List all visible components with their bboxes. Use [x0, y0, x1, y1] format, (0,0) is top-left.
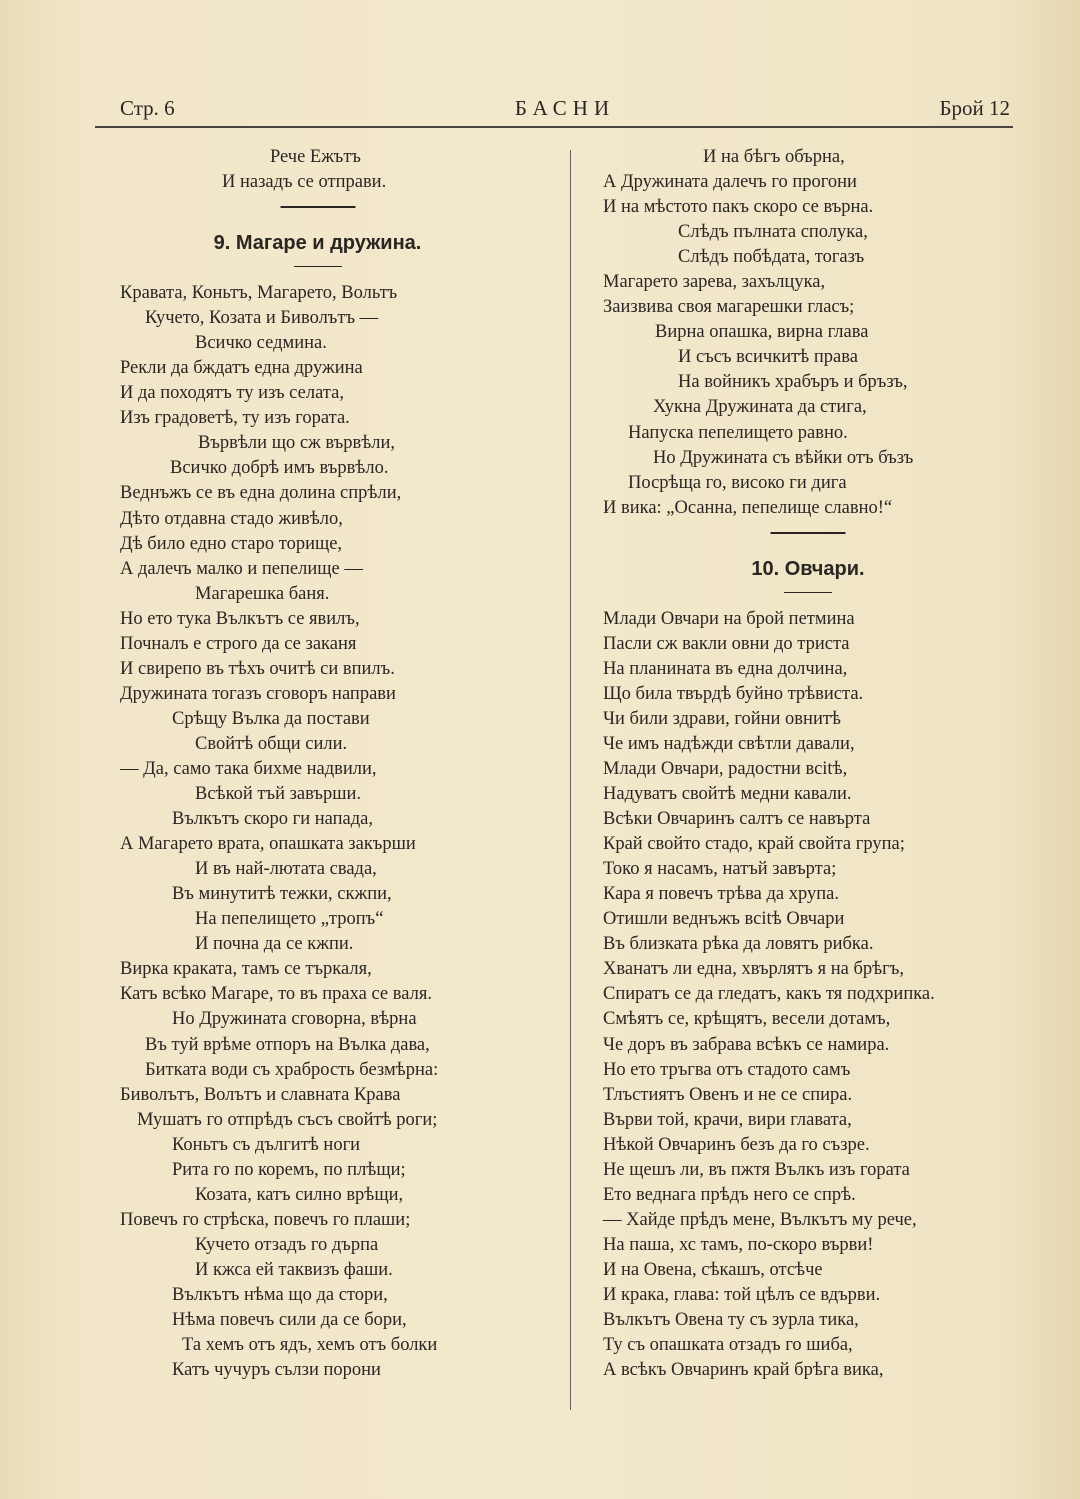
right-column — [603, 145, 1013, 1383]
verse-line: Вирна опашка, вирна глава — [655, 322, 869, 343]
verse-line: И съсъ всичкитѣ права — [678, 347, 858, 368]
verse-line: Веднъжъ се въ една долина спрѣли, — [120, 483, 402, 504]
verse-line: Токо я насамъ, натъй завърта; — [603, 859, 837, 880]
fable-9-verse — [120, 281, 515, 1383]
verse-line: Почналъ е строго да се заканя — [120, 633, 357, 654]
verse-line: Магарешка баня. — [195, 583, 330, 604]
verse-line: Вълкътъ нѣма що да стори, — [172, 1284, 388, 1305]
verse-line: И въ най-лютата свада, — [195, 859, 377, 880]
left-intro — [120, 145, 515, 195]
verse-line: Свойтѣ общи сили. — [195, 733, 348, 754]
verse-line: Магарето зарева, захълцука, — [603, 272, 826, 293]
verse-line: Нѣкой Овчаринъ безъ да го съзре. — [603, 1134, 870, 1155]
fable-title-9: 9. Магаре и дружина. — [213, 232, 422, 255]
verse-line: Коньтъ съ дългитѣ ноги — [172, 1134, 361, 1155]
verse-line: И вика: „Осанна, пепелище славно!“ — [603, 497, 893, 518]
verse-line: Всѣки Овчаринъ салтъ се навърта — [603, 809, 871, 830]
verse-line: Дѣ било едно старо торище, — [120, 533, 343, 554]
verse-line: Не щешъ ли, въ пжтя Вълкъ изъ гората — [603, 1159, 910, 1180]
fable-10-verse — [603, 607, 1013, 1383]
verse-line: — Хайде прѣдъ мене, Вълкътъ му рече, — [603, 1209, 917, 1230]
page-header — [120, 96, 1010, 126]
verse-line: — Да, само така бихме надвили, — [120, 758, 377, 779]
left-column — [120, 145, 515, 1383]
verse-line: Що била твърдѣ буйно трѣвиста. — [603, 683, 864, 704]
verse-line: Но ето тръгва отъ стадото самъ — [603, 1059, 851, 1080]
verse-line: Млади Овчари, радостни всitѣ, — [603, 758, 848, 779]
title-dash — [603, 589, 1013, 607]
verse-line: Мушатъ го отпрѣдъ съсъ свойтѣ роги; — [137, 1109, 438, 1130]
verse-line: Битката води съ храбрость безмѣрна: — [145, 1059, 439, 1080]
verse-line: Заизвива своя магарешки гласъ; — [603, 297, 855, 318]
verse-line: Ту съ опашката отзадъ го шиба, — [603, 1335, 853, 1356]
verse-line: Върви той, крачи, вири главата, — [603, 1109, 852, 1130]
verse-line: На планината въ една долчина, — [603, 658, 848, 679]
verse-line: Вълкътъ Овена ту съ зурла тика, — [603, 1310, 859, 1331]
verse-line: Че имъ надѣжди свѣтли давали, — [603, 733, 855, 754]
column-divider — [570, 150, 571, 1410]
verse-line: Вирка краката, тамъ се търкаля, — [120, 959, 372, 980]
verse-line: Дружината тогазъ сговоръ направи — [120, 683, 396, 704]
verse-line: Изъ градоветѣ, ту изъ гората. — [120, 408, 350, 429]
right-intro — [603, 145, 1013, 521]
verse-line: Кара я повечъ трѣва да хрупа. — [603, 884, 839, 905]
verse-line: А далечъ малко и пепелище — — [120, 558, 363, 579]
verse-line: Напуска пепелището равно. — [628, 422, 848, 443]
verse-line: Катъ чучуръ сълзи порони — [172, 1360, 381, 1381]
fable-title-10: 10. Овчари. — [751, 557, 865, 580]
verse-line: Рита го по коремъ, по плѣщи; — [172, 1159, 406, 1180]
verse-line: Нѣма повечъ сили да се бори, — [172, 1310, 407, 1331]
verse-line: Смѣятъ се, крѣщятъ, весели дотамъ, — [603, 1009, 891, 1030]
verse-line: Въ близката рѣка да ловятъ рибка. — [603, 934, 874, 955]
verse-line: Надуватъ свойтѣ медни кавали. — [603, 784, 852, 805]
verse-line: Повечъ го стрѣска, повечъ го плаши; — [120, 1209, 411, 1230]
verse-line: Отишли веднъжъ всitѣ Овчари — [603, 909, 845, 930]
verse-line: Край свойто стадо, край свойта група; — [603, 834, 905, 855]
verse-line: Хванатъ ли една, хвърлятъ я на брѣгъ, — [603, 959, 904, 980]
verse-line: А Магарето врата, опашката закърши — [120, 834, 416, 855]
issue-number: Брой 12 — [939, 96, 1010, 120]
verse-line: Всичко седмина. — [195, 333, 327, 354]
verse-line: И крака, глава: той цѣлъ се вдърви. — [603, 1284, 881, 1305]
verse-line: Посрѣща го, високо ги дига — [628, 472, 847, 493]
verse-line: И на бѣгъ обърна, — [703, 147, 845, 167]
verse-line: И да походятъ ту изъ селата, — [120, 383, 344, 404]
verse-line: Но Дружината сговорна, вѣрна — [172, 1009, 417, 1030]
page-number: Стр. 6 — [120, 96, 175, 120]
verse-line: Но ето тука Вълкътъ се явилъ, — [120, 608, 360, 629]
header-rule — [95, 126, 1013, 128]
verse-line: Че доръ въ забрава всѣкъ се намира. — [603, 1034, 890, 1055]
verse-line: Въ минутитѣ тежки, скжпи, — [172, 884, 392, 905]
verse-line: Всѣкой тъй завърши. — [195, 784, 361, 805]
verse-line: Катъ всѣко Магаре, то въ праха се валя. — [120, 984, 432, 1005]
title-dash — [120, 263, 515, 281]
verse-line: Кучето, Козата и Биволътъ — — [145, 308, 379, 329]
verse-line: Ето веднага прѣдъ него се спрѣ. — [603, 1184, 856, 1205]
verse-line: Вървѣли що сж вървѣли, — [198, 433, 396, 454]
publication-title: БАСНИ — [514, 96, 616, 120]
verse-line: Чи били здрави, гойни овнитѣ — [603, 708, 841, 729]
verse-line: Кучето отзадъ го дърпа — [195, 1234, 379, 1255]
verse-line: Кравата, Коньтъ, Магарето, Вольтъ — [120, 283, 398, 304]
verse-line: Вълкътъ скоро ги напада, — [172, 809, 373, 830]
verse-line: Пасли сж вакли овни до триста — [603, 633, 850, 654]
verse-line: А всѣкъ Овчаринъ край брѣга вика, — [603, 1360, 884, 1381]
verse-line: Козата, катъ силно врѣщи, — [195, 1184, 404, 1205]
verse-line: На пепелището „тропъ“ — [195, 909, 384, 930]
verse-line: Всичко добрѣ имъ вървѣло. — [170, 458, 389, 479]
verse-line: Рече Ежътъ — [270, 147, 361, 167]
verse-line: Хукна Дружината да стига, — [653, 397, 867, 418]
verse-line: Слѣдъ пълната сполука, — [678, 222, 868, 243]
section-separator — [120, 195, 515, 223]
verse-line: Рекли да бждатъ една дружина — [120, 358, 363, 379]
verse-line: На войникъ храбъръ и бръзъ, — [678, 372, 908, 393]
verse-line: Слѣдъ побѣдата, тогазъ — [678, 247, 865, 268]
verse-line: Млади Овчари на брой петмина — [603, 608, 855, 629]
verse-line: Та хемъ отъ ядъ, хемъ отъ болки — [182, 1335, 438, 1356]
verse-line: И назадъ се отправи. — [222, 172, 387, 193]
verse-line: И свирепо въ тѣхъ очитѣ си впилъ. — [120, 658, 395, 679]
verse-line: И кжса ей таквизъ фаши. — [195, 1259, 393, 1280]
verse-line: Въ туй врѣме отпоръ на Вълка дава, — [145, 1034, 430, 1055]
verse-line: Биволътъ, Волътъ и славната Крава — [120, 1084, 401, 1105]
verse-line: И на Овена, сѣкашъ, отсѣче — [603, 1259, 823, 1280]
verse-line: И на мѣстото пакъ скоро се върна. — [603, 197, 874, 218]
verse-line: Спиратъ се да гледатъ, какъ тя подхрипка. — [603, 984, 935, 1005]
verse-line: Дѣто отдавна стадо живѣло, — [120, 508, 343, 529]
verse-line: Срѣщу Вълка да постави — [172, 708, 370, 729]
verse-line: Тлъстиятъ Овенъ и не се спира. — [603, 1084, 853, 1105]
section-separator — [603, 521, 1013, 549]
verse-line: И почна да се кжпи. — [195, 934, 354, 955]
verse-line: На паша, хс тамъ, по-скоро върви! — [603, 1234, 874, 1255]
verse-line: А Дружината далечъ го прогони — [603, 172, 857, 193]
verse-line: Но Дружината съ вѣйки отъ бъзъ — [653, 447, 914, 468]
